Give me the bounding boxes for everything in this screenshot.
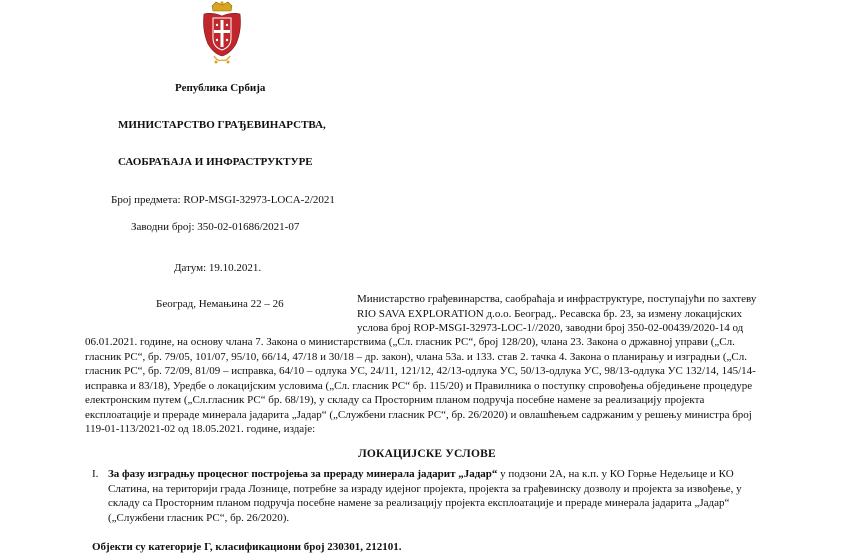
item-text: [108, 467, 775, 525]
intro-line: експлоатације и прераде минерала јадарита „Јадар“ („Службени гласник РС“, бр. 26/2020) и овлашћењем садржаним у решењу министра број: [85, 408, 752, 421]
case-number: Број предмета: ROP-MSGI-32973-LOCA-2/2021: [111, 194, 335, 206]
intro-line: гласник РС“, бр. 72/09, 81/09 – исправка, 64/10 – одлука УС, 24/11, 121/12, 42/13-одлука УС, 50/13-одлука УС, 98/13-одлука УС 132/14, 145/14-: [85, 365, 756, 377]
intro-paragraph-continuation: [85, 335, 775, 437]
item-line-rest: у подзони 2А, на к.п. у КО Горње Недељице и КО: [497, 468, 734, 480]
intro-line: 119-01-113/2021-02 од 18.05.2021. године, издаје:: [85, 423, 316, 435]
item-line: („Службени гласник РС“, бр. 26/2020).: [108, 511, 290, 524]
item-line: Слатина, на територији града Лознице, потребне за израду идејног пројекта, пројекта за грађевинску дозволу и пројекта за извођење, у: [108, 482, 742, 495]
republic-name: Република Србија: [175, 82, 266, 94]
item-number: I.: [92, 468, 99, 480]
coat-of-arms-emblem: [200, 0, 244, 72]
intro-line: услова број ROP-MSGI-32973-LOC-1//2020, заводни број 350-02-00439/2020-14 од: [357, 322, 744, 334]
item-line: [108, 467, 775, 482]
item-bold-phrase: За фазу изградњу процесног постројења за прераду минерала јадарит „Јадар“: [108, 468, 498, 480]
intro-line: Министарство грађевинарства, саобраћаја и инфраструктуре, поступајући по захтеву: [357, 293, 757, 305]
item-line: складу са Просторним планом подручја посебне намене за реализацију пројекта експлоатације и прераде минерала јадарита „Јадар“: [108, 497, 730, 509]
intro-line: 06.01.2021. године, на основу члана 7. Закона о министарствима („Сл. гласник РС“, број 128/20), члана 23. Закона о државној управи („Сл.: [85, 336, 735, 348]
intro-line: исправка и 83/18), Уредбе о локацијским условима („Сл. гласник РС“ бр. 115/20) и Правилника о поступку спровођења обједињене процедуре: [85, 379, 753, 392]
registry-number: Заводни број: 350-02-01686/2021-07: [131, 221, 300, 233]
address: Београд, Немањина 22 – 26: [156, 298, 284, 310]
objects-classification: Објекти су категорије Г, класификациони број 230301, 212101.: [92, 541, 402, 553]
document-date: Датум: 19.10.2021.: [174, 262, 262, 274]
intro-line: гласник РС“, бр. 79/05, 101/07, 95/10, 66/14, 47/18 и 30/18 – др. закон), члана 53а. и 133. став 2. тачка 4. Закона о планирању и изградњи („Сл.: [85, 350, 747, 363]
ministry-name-line1: МИНИСТАРСТВО ГРАЂЕВИНАРСТВА,: [118, 119, 326, 131]
intro-line: електронским путем („Сл.гласник РС“ бр. 68/19), у складу са Просторним планом подручја посебне намене за реализацију пројекта: [85, 394, 705, 406]
section-title: ЛОКАЦИЈСКЕ УСЛОВЕ: [358, 448, 496, 460]
intro-line: RIO SAVA EXPLORATION д.о.о. Београд,. Ресавска бр. 23, за измену локацијских: [357, 307, 742, 320]
intro-paragraph-start: [357, 292, 775, 336]
ministry-name-line2: САОБРАЋАЈА И ИНФРАСТРУКТУРЕ: [118, 156, 313, 168]
